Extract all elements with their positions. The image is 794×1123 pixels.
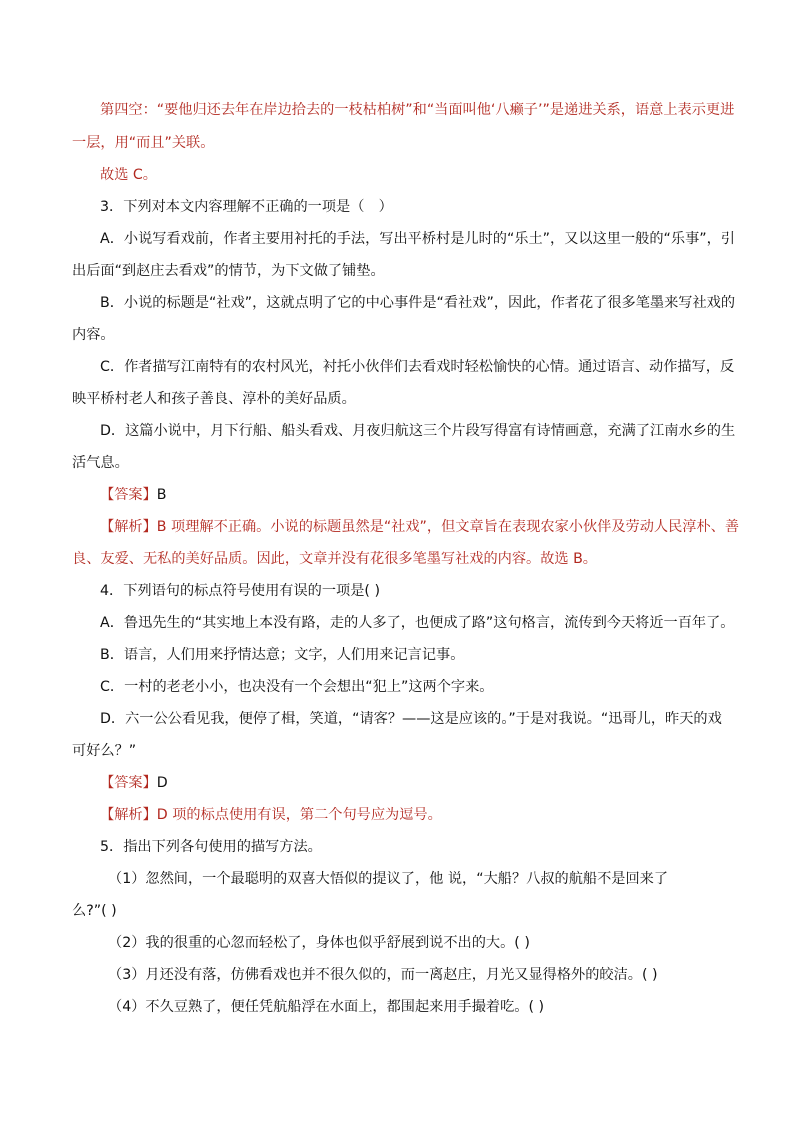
question-4-option-c: C．一村的老老小小，也决没有一个会想出“犯上”这两个字来。 [100,679,494,695]
explanation-line: 一层，用“而且”关联。 [72,135,215,151]
question-4-analysis [100,805,442,825]
question-5-item-1-cont: 么?”( ) [72,903,117,919]
question-3-analysis [100,517,739,537]
question-5-item-2: （2）我的很重的心忽而轻松了，身体也似乎舒展到说不出的大。( ) [108,935,530,951]
question-5-stem: 5．指出下列各句使用的描写方法。 [100,839,322,855]
question-5-item-1: （1）忽然间，一个最聪明的双喜大悟似的提议了，他 说，“大船？八叔的航船不是回来了 [108,871,669,887]
question-3-option-a-cont: 出后面“到赵庄去看戏”的情节，为下文做了铺垫。 [72,263,385,279]
answer-tag: 【答案】 [100,775,157,791]
question-4-option-a: A．鲁迅先生的“其实地上本没有路，走的人多了，也便成了路”这句格言，流传到今天将近一百年了。 [100,615,735,631]
analysis-text: D 项的标点使用有误，第二个句号应为逗号。 [156,807,442,823]
question-4-answer [100,773,168,793]
question-3-answer [100,485,167,505]
question-4-option-b: B．语言，人们用来抒情达意；文字，人们用来记言记事。 [100,647,465,663]
question-3-option-d: D．这篇小说中，月下行船、船头看戏、月夜归航这三个片段写得富有诗情画意，充满了江南水乡的生 [100,423,736,439]
answer-value: D [156,775,168,791]
question-4-stem: 4．下列语句的标点符号使用有误的一项是( ) [100,583,380,599]
explanation-line: 第四空：“要他归还去年在岸边拾去的一枝枯柏树”和“当面叫他‘八癞子’”是递进关系，语意上表示更进 [100,102,735,118]
answer-tag: 【答案】 [100,487,157,503]
question-5-item-4: （4）不久豆熟了，便任凭航船浮在水面上，都围起来用手撮着吃。( ) [108,999,545,1015]
question-3-analysis-cont: 良、友爱、无私的美好品质。因此，文章并没有花很多笔墨写社戏的内容。故选 B。 [72,551,597,567]
question-3-stem: 3．下列对本文内容理解不正确的一项是（ ） [100,199,393,215]
question-3-option-b: B．小说的标题是“社戏”，这就点明了它的中心事件是“看社戏”，因此，作者花了很多笔墨来写社戏的 [100,295,736,311]
question-3-option-c-cont: 映平桥村老人和孩子善良、淳朴的美好品质。 [72,391,356,407]
question-3-option-c: C．作者描写江南特有的农村风光，衬托小伙伴们去看戏时轻松愉快的心情。通过语言、动作描写，反 [100,359,735,375]
question-4-option-d-cont: 可好么？” [72,743,137,759]
analysis-text: B 项理解不正确。小说的标题虽然是“社戏”，但文章旨在表现农家小伙伴及劳动人民淳朴、善 [156,519,740,535]
question-4-option-d: D．六一公公看见我，便停了楫，笑道，“请客？——这是应该的。”于是对我说。“迅哥儿，昨天的戏 [100,711,722,727]
analysis-tag: 【解析】 [100,519,157,535]
question-5-item-3: （3）月还没有落，仿佛看戏也并不很久似的，而一离赵庄，月光又显得格外的皎洁。( ) [108,967,658,983]
answer-value: B [156,487,167,503]
question-3-option-a: A．小说写看戏前，作者主要用衬托的手法，写出平桥村是儿时的“乐土”，又以这里一般的“乐事”，引 [100,231,735,247]
analysis-tag: 【解析】 [100,807,157,823]
question-3-option-b-cont: 内容。 [72,327,115,343]
answer-choice-line: 故选 C。 [100,167,157,183]
question-3-option-d-cont: 活气息。 [72,455,129,471]
